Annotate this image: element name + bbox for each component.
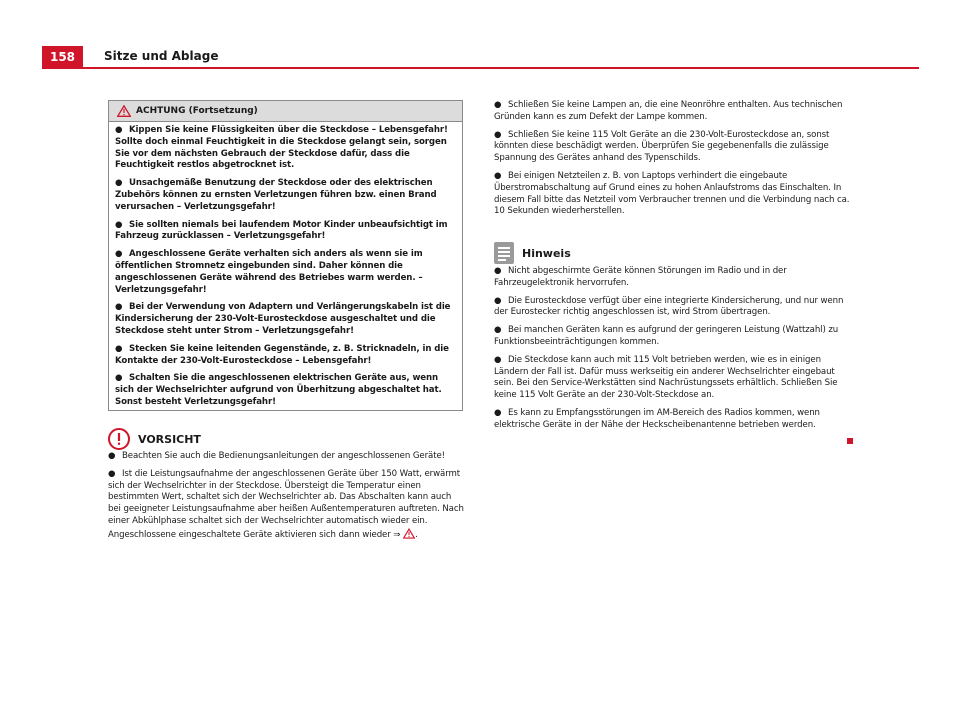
warning-item: ● Schalten Sie die angeschlossenen elektrischen Geräte aus, wenn sich der Wechselrichter aufgrund von Überhitzung abgeschaltet hat. Sonst besteht Verletzungsgefahr! <box>115 373 442 407</box>
bullet: ● <box>115 373 123 384</box>
bullet: ● <box>494 266 502 276</box>
warning-triangle-icon <box>117 105 131 117</box>
hinweis-title: Hinweis <box>522 246 571 260</box>
warning-item: ● Kippen Sie keine Flüssigkeiten über die Steckdose – Lebensgefahr! Sollte doch einmal Feuchtigkeit in die Steckdose gelangt sein, sorgen Sie vor dem nächsten Gebrauch der Steckdose dafür, dass die Feuchtigkeit restlos abgetrocknet ist. <box>115 125 448 171</box>
bullet: ● <box>494 407 502 418</box>
vorsicht-header <box>108 428 201 450</box>
warning-item: ● Angeschlossene Geräte verhalten sich anders als wenn sie im öffentlichen Stromnetz eingebunden sind. Daher können die angeschlossenen Geräte während des Betriebes warm werden. – Verletzungsgefahr! <box>115 249 423 295</box>
hinweis-item: ● Nicht abgeschirmte Geräte können Störungen im Radio und in der Fahrzeugelektronik hervorrufen. <box>494 266 787 288</box>
hinweis-item: ● Es kann zu Empfangsstörungen im AM-Bereich des Radios kommen, wenn elektrische Geräte in der Nähe der Heckscheibenantenne betrieben werden. <box>494 407 820 430</box>
bullet: ● <box>494 100 502 110</box>
right-item: ● Schließen Sie keine 115 Volt Geräte an die 230-Volt-Eurosteckdose an, sonst könnten diese beschädigt werden. Überprüfen Sie gegebenenfalls die zulässige Spannung des Gerätes anhand des Typenschilds. <box>494 129 830 164</box>
right-column <box>494 100 852 224</box>
vorsicht-title: VORSICHT <box>138 432 201 446</box>
hinweis-item: ● Die Eurosteckdose verfügt über eine integrierte Kindersicherung, und nur wenn der Eurostecker richtig angeschlossen ist, wird Strom übertragen. <box>494 295 844 318</box>
bullet: ● <box>115 302 123 313</box>
caution-icon <box>108 428 130 450</box>
bullet: ● <box>115 343 123 354</box>
bullet: ● <box>115 249 123 260</box>
warning-title: ACHTUNG (Fortsetzung) <box>136 106 258 116</box>
section-end-marker <box>847 438 853 444</box>
bullet: ● <box>108 468 116 479</box>
bullet: ● <box>115 178 123 189</box>
bullet: ● <box>115 219 123 230</box>
hinweis-item: ● Die Steckdose kann auch mit 115 Volt betrieben werden, wie es in einigen Ländern der Fall ist. Dafür muss werkseitig ein anderer Wechselrichter eingebaut sein. Bei den Service-Werkstätten sind Nachrüstungssets erhältlich. Schließen Sie keine 115 Volt Geräte an der 230-Volt-Steckdose an. <box>494 354 838 401</box>
bullet: ● <box>494 129 502 140</box>
note-icon <box>494 242 514 264</box>
bullet: ● <box>115 125 123 135</box>
warning-reference-icon[interactable] <box>403 528 415 539</box>
warning-box <box>108 100 463 411</box>
hinweis-item: ● Bei manchen Geräten kann es aufgrund der geringeren Leistung (Wattzahl) zu Funktionsbeeinträchtigungen kommen. <box>494 325 839 347</box>
bullet: ● <box>494 170 502 181</box>
chapter-title: Sitze und Ablage <box>104 49 219 63</box>
warning-header <box>109 101 462 122</box>
bullet: ● <box>494 325 502 336</box>
header-rule <box>42 67 919 69</box>
bullet: ● <box>108 451 116 461</box>
right-item: ● Schließen Sie keine Lampen an, die eine Neonröhre enthalten. Aus technischen Gründen kann es zum Defekt der Lampe kommen. <box>494 100 843 122</box>
vorsicht-item: ● Ist die Leistungsaufnahme der angeschlossenen Geräte über 150 Watt, erwärmt sich der Wechselrichter in der Steckdose. Übersteigt die Temperatur einen bestimmten Wert, schaltet sich der Wechselrichter ab. Das Abschalten kann auch bei geeigneter Leistungsaufnahme aber heißen Außentemperaturen auftreten. Nach einer Abkühlphase schaltet sich der Wechselrichter automatisch wieder ein. Angeschlossene eingeschaltete Geräte aktivieren sich dann wieder ⇒ . <box>108 468 464 540</box>
bullet: ● <box>494 295 502 306</box>
hinweis-body <box>494 266 852 438</box>
warning-item: ● Stecken Sie keine leitenden Gegenstände, z. B. Stricknadeln, in die Kontakte der 230-Volt-Eurosteckdose – Lebensgefahr! <box>115 343 449 366</box>
right-item: ● Bei einigen Netzteilen z. B. von Laptops verhindert die eingebaute Überstromabschaltung auf Grund eines zu hohen Anlaufstroms das Einschalten. In diesem Fall bitte das Netzteil vom Verbraucher trennen und die Verbindung nach ca. 10 Sekunden wiederherstellen. <box>494 170 850 217</box>
vorsicht-body <box>108 451 465 548</box>
hinweis-header <box>494 242 571 264</box>
warning-body <box>109 122 462 409</box>
vorsicht-item: ● Beachten Sie auch die Bedienungsanleitungen der angeschlossenen Geräte! <box>108 451 445 461</box>
bullet: ● <box>494 354 502 365</box>
warning-item: ● Unsachgemäße Benutzung der Steckdose oder des elektrischen Zubehörs können zu ernsten Verletzungen führen bzw. einen Brand verursachen – Verletzungsgefahr! <box>115 178 437 212</box>
page-number: 158 <box>42 46 83 68</box>
warning-item: ● Bei der Verwendung von Adaptern und Verlängerungskabeln ist die Kindersicherung der 230-Volt-Eurosteckdose ausgeschaltet und die Steckdose steht unter Strom – Verletzungsgefahr! <box>115 302 451 336</box>
warning-item: ● Sie sollten niemals bei laufendem Motor Kinder unbeaufsichtigt im Fahrzeug zurücklassen – Verletzungsgefahr! <box>115 219 448 242</box>
